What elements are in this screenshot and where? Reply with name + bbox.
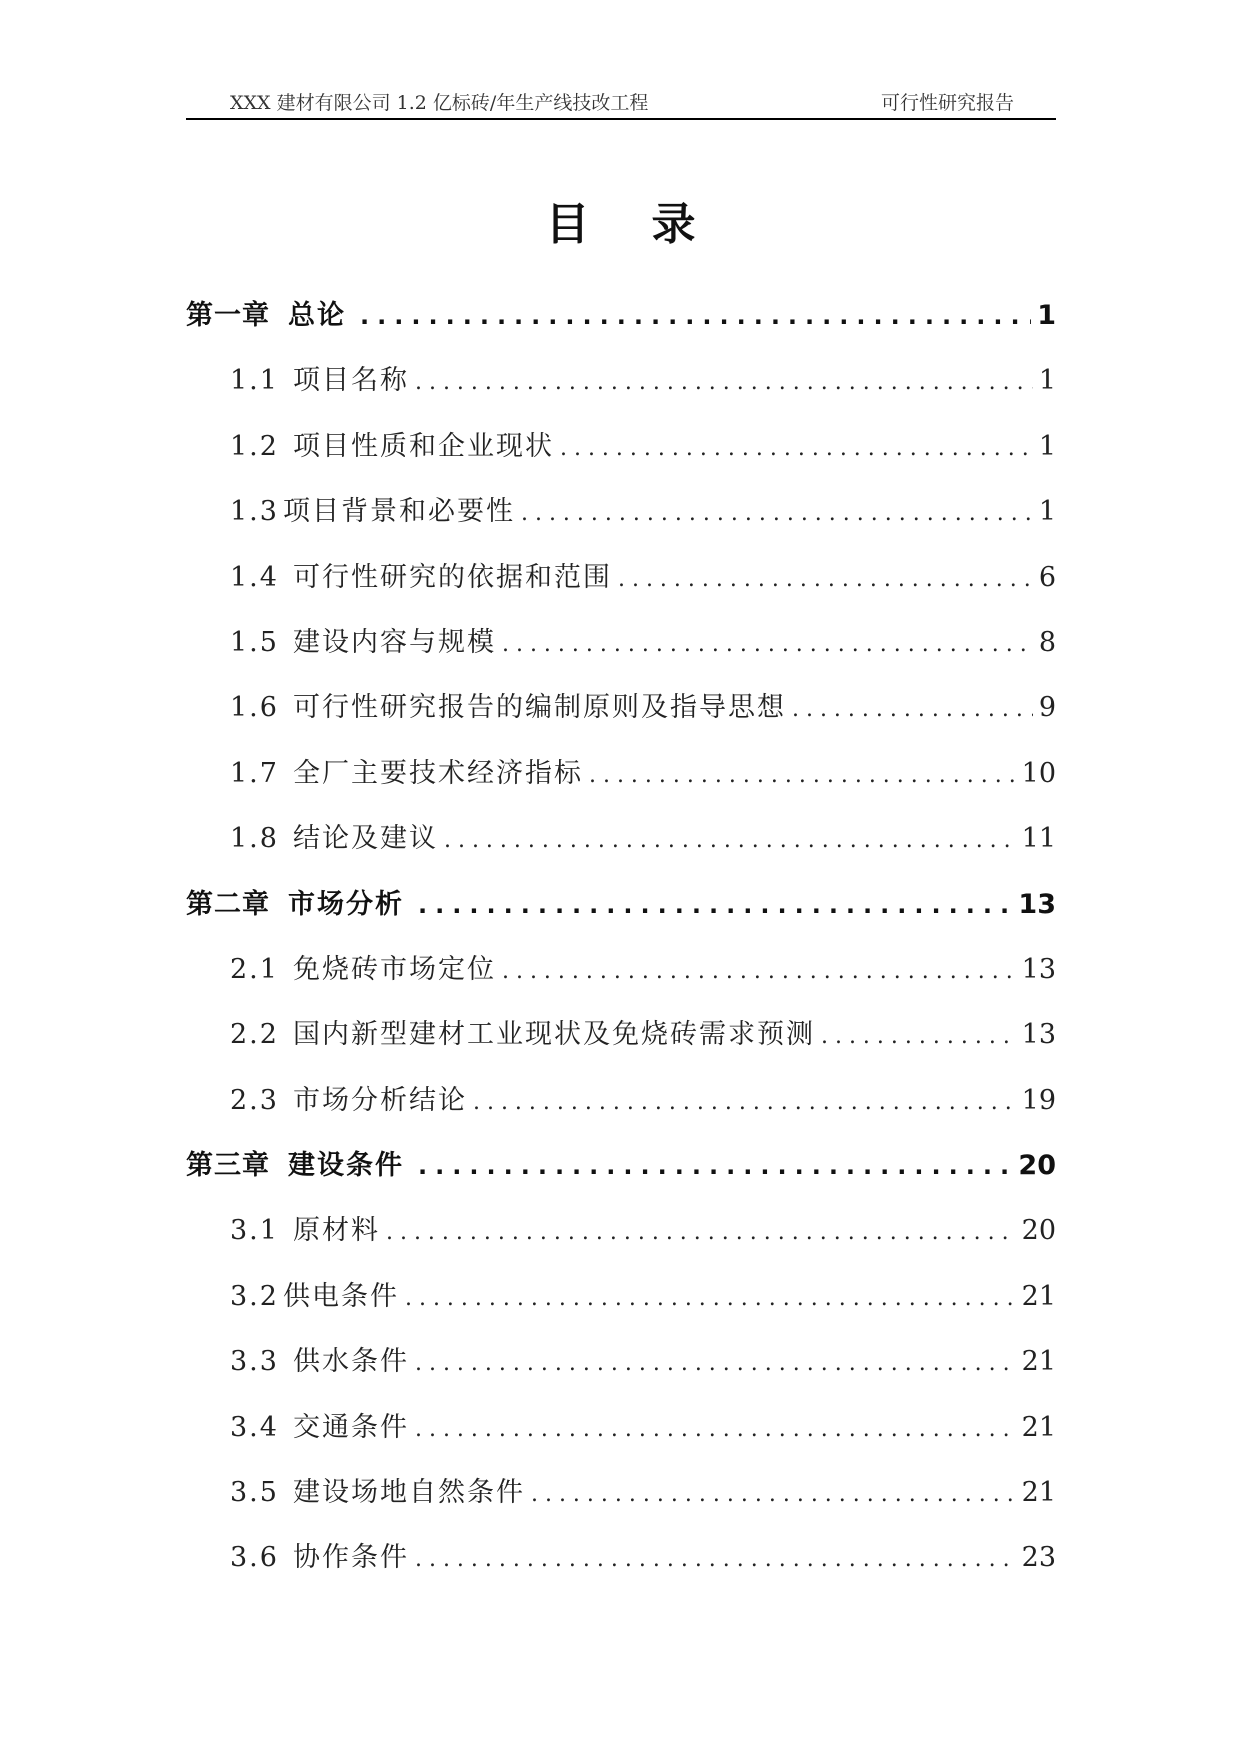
toc-dot-leader	[415, 1410, 1016, 1450]
toc-page-number: 1	[1037, 300, 1056, 331]
toc-section-number: 3.5	[230, 1477, 279, 1509]
toc-section-label: 项目性质和企业现状	[292, 430, 554, 462]
toc-section-label: 市场分析结论	[292, 1084, 467, 1116]
toc-section-label: 项目背景和必要性	[282, 496, 515, 528]
toc-page-number: 13	[1021, 953, 1056, 985]
toc-section-number: 1.8	[230, 823, 279, 855]
toc-section-number: 3.3	[230, 1346, 279, 1378]
toc-section-number: 1.7	[230, 757, 279, 789]
toc-dot-leader	[821, 1017, 1016, 1057]
toc-page-number: 13	[1018, 888, 1056, 920]
toc-section-number: 3.2	[230, 1280, 279, 1312]
toc-page-number: 21	[1021, 1346, 1056, 1378]
toc-dot-leader	[473, 1083, 1016, 1123]
toc-section-number: 1.3	[230, 496, 279, 528]
toc-section-1-1[interactable]	[186, 361, 1056, 426]
toc-section-label: 项目名称	[292, 365, 409, 397]
page-header	[186, 84, 1056, 120]
toc-dot-leader	[386, 1213, 1016, 1253]
toc-section-3-3[interactable]	[186, 1342, 1056, 1407]
toc-section-label: 原材料	[292, 1215, 380, 1247]
toc-section-1-7[interactable]	[186, 754, 1056, 819]
toc-dot-leader	[415, 363, 1033, 403]
toc-chapter-number: 第三章	[186, 1150, 270, 1182]
toc-section-number: 1.2	[230, 430, 279, 462]
toc-chapter-3[interactable]	[186, 1146, 1056, 1211]
toc-page-number: 23	[1021, 1542, 1056, 1574]
toc-section-label: 交通条件	[292, 1411, 409, 1443]
toc-section-number: 3.1	[230, 1215, 279, 1247]
toc-section-label: 结论及建议	[292, 823, 438, 855]
toc-section-1-6[interactable]	[186, 688, 1056, 753]
toc-chapter-1[interactable]	[186, 296, 1056, 361]
toc-section-1-4[interactable]	[186, 558, 1056, 623]
toc-page-number: 13	[1021, 1019, 1056, 1051]
toc-dot-leader	[418, 885, 1012, 925]
toc-section-label: 供电条件	[282, 1280, 399, 1312]
toc-section-number: 1.4	[230, 561, 279, 593]
toc-section-number: 3.4	[230, 1411, 279, 1443]
toc-section-number: 1.5	[230, 626, 279, 658]
toc-section-label: 协作条件	[292, 1542, 409, 1574]
toc-page-number: 19	[1021, 1084, 1056, 1116]
toc-page-number: 1	[1038, 365, 1056, 397]
toc-dot-leader	[792, 690, 1033, 730]
toc-page-number: 9	[1038, 692, 1056, 724]
toc-dot-leader	[521, 494, 1033, 534]
toc-page-number: 11	[1021, 823, 1056, 855]
toc-section-1-5[interactable]	[186, 623, 1056, 688]
toc-section-3-4[interactable]	[186, 1408, 1056, 1473]
toc-dot-leader	[589, 756, 1016, 796]
toc-chapter-label: 总论	[288, 300, 346, 331]
toc-section-label: 可行性研究报告的编制原则及指导思想	[292, 692, 786, 724]
toc-section-1-2[interactable]	[186, 427, 1056, 492]
toc-section-label: 国内新型建材工业现状及免烧砖需求预测	[292, 1019, 815, 1051]
toc-section-2-2[interactable]	[186, 1015, 1056, 1080]
toc-section-3-6[interactable]	[186, 1538, 1056, 1603]
toc-page-number: 6	[1038, 561, 1056, 593]
toc-dot-leader	[502, 952, 1016, 992]
toc-page-number: 1	[1038, 430, 1056, 462]
toc-chapter-label: 市场分析	[288, 888, 404, 920]
toc-section-number: 2.1	[230, 953, 279, 985]
toc-section-label: 可行性研究的依据和范围	[292, 561, 612, 593]
toc-dot-leader	[560, 429, 1033, 469]
toc-chapter-label: 建设条件	[288, 1150, 404, 1182]
toc-dot-leader	[405, 1279, 1016, 1319]
toc-chapter-number: 第二章	[186, 888, 270, 920]
toc-dot-leader	[418, 1146, 1012, 1186]
toc-page-number: 21	[1021, 1280, 1056, 1312]
header-project-title: XXX 建材有限公司 1.2 亿标砖/年生产线技改工程	[230, 92, 649, 114]
toc-section-number: 3.6	[230, 1542, 279, 1574]
toc-page-number: 20	[1018, 1150, 1056, 1182]
toc-section-3-5[interactable]	[186, 1473, 1056, 1538]
toc-title: 目录	[545, 199, 758, 250]
toc-dot-leader	[360, 296, 1031, 336]
toc-list	[186, 296, 1056, 1604]
toc-section-1-8[interactable]	[186, 819, 1056, 884]
toc-chapter-2[interactable]	[186, 885, 1056, 950]
toc-page-number: 21	[1021, 1411, 1056, 1443]
toc-section-number: 2.2	[230, 1019, 279, 1051]
toc-page-number: 10	[1021, 757, 1056, 789]
toc-section-number: 1.1	[230, 365, 279, 397]
header-document-type: 可行性研究报告	[880, 92, 1014, 114]
toc-section-number: 2.3	[230, 1084, 279, 1116]
toc-section-label: 建设场地自然条件	[292, 1477, 525, 1509]
toc-dot-leader	[502, 625, 1033, 665]
toc-section-label: 全厂主要技术经济指标	[292, 757, 583, 789]
toc-section-2-3[interactable]	[186, 1081, 1056, 1146]
toc-section-number: 1.6	[230, 692, 279, 724]
toc-dot-leader	[531, 1475, 1016, 1515]
toc-section-3-2[interactable]	[186, 1277, 1056, 1342]
toc-section-label: 建设内容与规模	[292, 626, 496, 658]
toc-section-3-1[interactable]	[186, 1211, 1056, 1276]
toc-dot-leader	[415, 1540, 1016, 1580]
toc-section-label: 供水条件	[292, 1346, 409, 1378]
toc-section-2-1[interactable]	[186, 950, 1056, 1015]
toc-section-1-3[interactable]	[186, 492, 1056, 557]
toc-dot-leader	[415, 1344, 1016, 1384]
toc-page-number: 20	[1021, 1215, 1056, 1247]
toc-section-label: 免烧砖市场定位	[292, 953, 496, 985]
toc-page-number: 8	[1038, 626, 1056, 658]
toc-dot-leader	[444, 821, 1016, 861]
toc-page-number: 1	[1038, 496, 1056, 528]
toc-dot-leader	[618, 560, 1033, 600]
toc-page-number: 21	[1021, 1477, 1056, 1509]
toc-chapter-number: 第一章	[186, 300, 270, 331]
